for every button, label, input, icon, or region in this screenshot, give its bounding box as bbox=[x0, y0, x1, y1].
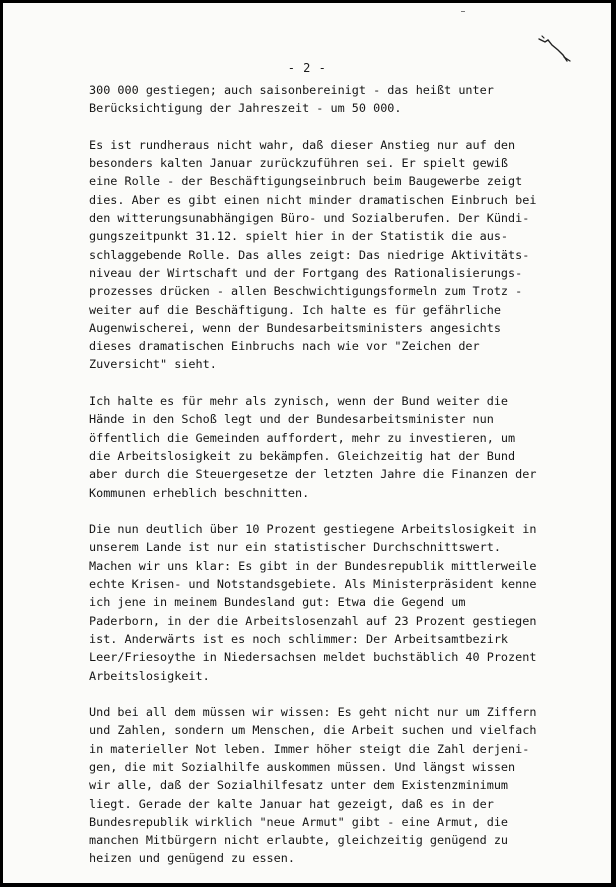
paragraph bbox=[89, 81, 539, 118]
page-number: - 2 - bbox=[287, 61, 327, 75]
text-line: dies. Aber es gibt einen nicht minder dramatischen Einbruch bei bbox=[89, 192, 537, 207]
text-line: Berücksichtigung der Jahreszeit - um 50 000. bbox=[89, 101, 402, 116]
text-line: weiter auf die Beschäftigung. Ich halte es für gefährliche bbox=[89, 302, 501, 317]
text-line: echte Krisen- und Notstandsgebiete. Als Ministerpräsident kenne bbox=[89, 577, 537, 592]
text-line: Leer/Friesoythe in Niedersachsen meldet buchstäblich 40 Prozent bbox=[89, 650, 537, 665]
text-line: schlaggebende Rolle. Das alles zeigt: Das niedrige Aktivitäts- bbox=[89, 247, 530, 262]
scan-speck bbox=[461, 11, 465, 12]
text-line: Augenwischerei, wenn der Bundesarbeitsministers angesichts bbox=[89, 320, 501, 335]
text-line: Es ist rundheraus nicht wahr, daß dieser Anstieg nur auf den bbox=[89, 137, 516, 152]
text-line: Paderborn, in der die Arbeitslosenzahl auf 23 Prozent gestiegen bbox=[89, 613, 537, 628]
text-line: besonders kalten Januar zurückzuführen sei. Er spielt gewiß bbox=[89, 156, 509, 171]
text-line: prozesses drücken - allen Beschwichtigungsformeln zum Trotz - bbox=[89, 284, 523, 299]
text-line: den witterungsunabhängigen Büro- und Sozialberufen. Der Kündi- bbox=[89, 211, 530, 226]
text-line: Zuversicht" sieht. bbox=[89, 357, 217, 372]
text-line: die Arbeitslosigkeit zu bekämpfen. Gleichzeitig hat der Bund bbox=[89, 448, 516, 463]
text-line: Die nun deutlich über 10 Prozent gestiegene Arbeitslosigkeit in bbox=[89, 522, 537, 537]
text-line: ist. Anderwärts ist es noch schlimmer: Der Arbeitsamtbezirk bbox=[89, 631, 509, 646]
text-line: gungszeitpunkt 31.12. spielt hier in der Statistik die aus- bbox=[89, 229, 509, 244]
text-line: niveau der Wirtschaft und der Fortgang des Rationalisierungs- bbox=[89, 265, 523, 280]
paragraph bbox=[89, 703, 539, 868]
text-line: unserem Lande ist nur ein statistischer Durchschnittswert. bbox=[89, 540, 501, 555]
text-line: Hände in den Schoß legt und der Bundesarbeitsminister nun bbox=[89, 412, 494, 427]
text-line: dieses dramatischen Einbruchs nach wie vor "Zeichen der bbox=[89, 339, 480, 354]
body-text bbox=[89, 81, 539, 883]
text-line: in materieller Not leben. Immer höher steigt die Zahl derjeni- bbox=[89, 741, 530, 756]
text-line: 300 000 gestiegen; auch saisonbereinigt - das heißt unter bbox=[89, 83, 494, 97]
text-line: Kommunen erheblich beschnitten. bbox=[89, 485, 310, 500]
text-line: Arbeitslosigkeit. bbox=[89, 668, 210, 683]
text-line: aber durch die Steuergesetze der letzten Jahre die Finanzen der bbox=[89, 467, 537, 482]
paragraph bbox=[89, 520, 539, 685]
text-line: manchen Mitbürgern nicht erlaubte, gleichzeitig genügend zu bbox=[89, 833, 509, 848]
text-line: ich jene in meinem Bundesland gut: Etwa die Gegend um bbox=[89, 595, 466, 610]
text-line: eine Rolle - der Beschäftigungseinbruch beim Baugewerbe zeigt bbox=[89, 174, 523, 189]
text-line: Machen wir uns klar: Es gibt in der Bundesrepublik mittlerweile bbox=[89, 558, 537, 573]
text-line: heizen und genügend zu essen. bbox=[89, 851, 295, 866]
paragraph bbox=[89, 392, 539, 502]
text-line: Ich halte es für mehr als zynisch, wenn der Bund weiter die bbox=[89, 394, 509, 409]
text-line: und Zahlen, sondern um Menschen, die Arbeit suchen und vielfach bbox=[89, 723, 537, 738]
document-page bbox=[3, 3, 611, 883]
text-line: Bundesrepublik wirklich "neue Armut" gibt - eine Armut, die bbox=[89, 814, 509, 829]
text-line: öffentlich die Gemeinden auffordert, mehr zu investieren, um bbox=[89, 430, 516, 445]
text-line: Und bei all dem müssen wir wissen: Es geht nicht nur um Ziffern bbox=[89, 705, 537, 720]
paragraph bbox=[89, 136, 539, 374]
text-line: wir alle, daß der Sozialhilfesatz unter dem Existenzminimum bbox=[89, 778, 509, 793]
text-line: gen, die mit Sozialhilfe auskommen müssen. Und längst wissen bbox=[89, 759, 516, 774]
text-line: liegt. Gerade der kalte Januar hat gezeigt, daß es in der bbox=[89, 796, 494, 811]
